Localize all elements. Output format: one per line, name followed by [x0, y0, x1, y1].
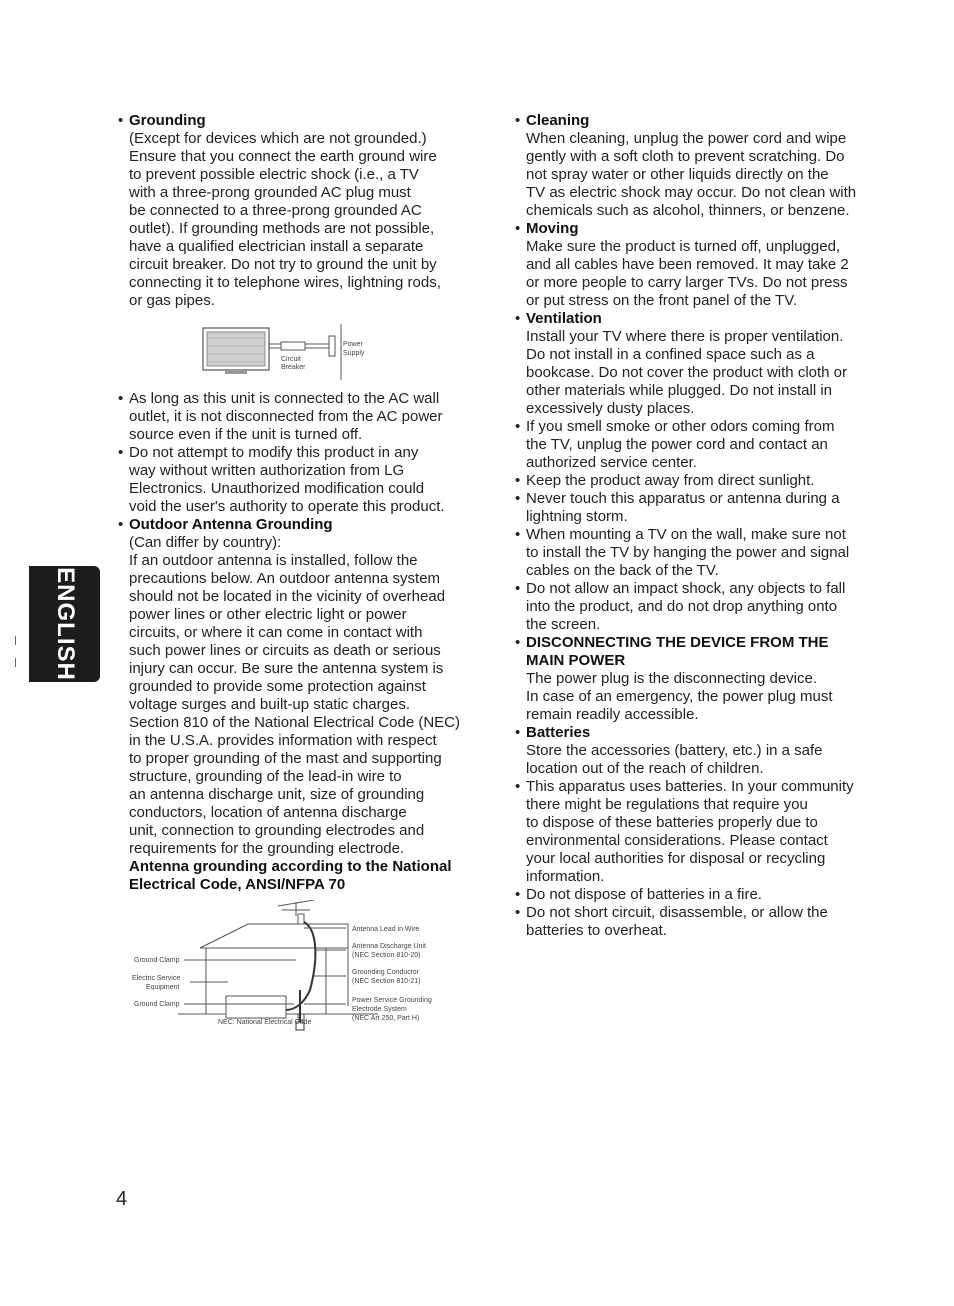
disconnecting-line: remain readily accessible. — [526, 706, 699, 723]
moving-line: Make sure the product is turned off, unplugged, — [526, 238, 841, 255]
label-circuit: Circuit — [281, 356, 301, 363]
bullet-line: Electronics. Unauthorized modification could — [129, 480, 425, 497]
outdoor-antenna-section: • Outdoor Antenna Grounding (Can differ by country): If an outdoor antenna is installed, follow the precautions below. An outdoor antenna system should not be located in the vicinity of overhead power lines or other electric light or power circuits, or where it can come in contact with such power lines or circuits as death or serious injury can occur. Be sure the antenna system is grounded to provide some protection against voltage surges and built-up static charges. Section 810 of the National Electrical Code (NEC) in the U.S.A. provides information with respect to proper grounding of the mast and supporting structure, grounding of the lead-in wire to an antenna discharge unit, size of grounding conductors, location of antenna discharge unit, connection to grounding electrodes and requirements for the grounding electrode. Antenna grounding according to the National Electrical Code, ANSI/NFPA 70 — [118, 516, 463, 894]
cleaning-heading: Cleaning — [526, 112, 590, 129]
bullet-sunlight: • Keep the product away from direct sunlight. — [515, 472, 860, 490]
ventilation-line: bookcase. Do not cover the product with cloth or — [526, 364, 848, 381]
bullet-line: there might be regulations that require you — [526, 796, 808, 813]
label-nec: NEC: National Electrical Code — [218, 1019, 312, 1026]
label-conductor-section: (NEC Section 810-21) — [352, 978, 421, 985]
bullet-line: Never touch this apparatus or antenna during a — [526, 490, 840, 507]
bullet-line: authorized service center. — [526, 454, 697, 471]
tv-grounding-diagram — [129, 324, 379, 380]
cleaning-line: gently with a soft cloth to prevent scratching. Do — [526, 148, 845, 165]
bullet-line: This apparatus uses batteries. In your community — [526, 778, 854, 795]
ventilation-heading: Ventilation — [526, 310, 602, 327]
nec-heading: Electrical Code, ANSI/NFPA 70 — [129, 876, 346, 893]
disconnecting-heading: DISCONNECTING THE DEVICE FROM THE — [526, 634, 829, 651]
label-breaker: Breaker — [281, 364, 306, 371]
label-supply: Supply — [343, 350, 365, 357]
grounding-line: to prevent possible electric shock (i.e., a TV — [129, 166, 419, 183]
grounding-line: be connected to a three-prong grounded AC — [129, 202, 422, 219]
bullet-line: As long as this unit is connected to the AC wall — [129, 390, 440, 407]
bullet-short-circuit: • Do not short circuit, disassemble, or allow the batteries to overheat. — [515, 904, 860, 940]
bullet-line: environmental considerations. Please contact — [526, 832, 828, 849]
grounding-line: with a three-prong grounded AC plug must — [129, 184, 411, 201]
bullet-line: source even if the unit is turned off. — [129, 426, 363, 443]
disconnecting-line: The power plug is the disconnecting device. — [526, 670, 818, 687]
batteries-line: Store the accessories (battery, etc.) in a safe — [526, 742, 823, 759]
outdoor-line: (Can differ by country): — [129, 534, 282, 551]
batteries-heading: Batteries — [526, 724, 591, 741]
ventilation-line: other materials while plugged. Do not install in — [526, 382, 832, 399]
outdoor-line: injury can occur. Be sure the antenna system is — [129, 660, 444, 677]
grounding-line: have a qualified electrician install a separate — [129, 238, 424, 255]
moving-line: or more people to carry larger TVs. Do not press — [526, 274, 848, 291]
label-electrode-system: Electrode System — [352, 1006, 407, 1013]
ventilation-section: • Ventilation Install your TV where there is proper ventilation. Do not install in a confined space such as a bookcase. Do not cover the product with cloth or other materials while plugged. Do not install in excessively dusty places. — [515, 310, 860, 418]
outdoor-line: requirements for the grounding electrode. — [129, 840, 405, 857]
left-column — [118, 112, 463, 1045]
disconnecting-heading: MAIN POWER — [526, 652, 626, 669]
disconnecting-line: In case of an emergency, the power plug must — [526, 688, 833, 705]
label-ground-clamp: Ground Clamp — [134, 957, 180, 964]
outdoor-line: power lines or other electric light or power — [129, 606, 407, 623]
bullet-line: to dispose of these batteries properly due to — [526, 814, 818, 831]
batteries-line: location out of the reach of children. — [526, 760, 764, 777]
outdoor-line: unit, connection to grounding electrodes and — [129, 822, 425, 839]
ventilation-line: Install your TV where there is proper ventilation. — [526, 328, 844, 345]
bullet-line: cables on the back of the TV. — [526, 562, 719, 579]
bullet-line: way without written authorization from LG — [129, 462, 405, 479]
grounding-line: circuit breaker. Do not try to ground the unit by — [129, 256, 437, 273]
bullet-line: Do not attempt to modify this product in any — [129, 444, 419, 461]
cleaning-line: not spray water or other liquids directly on the — [526, 166, 829, 183]
label-power-service: Power Service Grounding — [352, 997, 432, 1004]
language-tab-label: ENGLISH — [51, 567, 79, 681]
ventilation-line: Do not install in a confined space such as a — [526, 346, 815, 363]
cleaning-line: TV as electric shock may occur. Do not clean with — [526, 184, 857, 201]
bullet-modify: • Do not attempt to modify this product in any way without written authorization from LG Electronics. Unauthorized modification could void the user's authority to operate this product. — [118, 444, 463, 516]
outdoor-line: to proper grounding of the mast and supporting — [129, 750, 442, 767]
moving-line: or put stress on the front panel of the TV. — [526, 292, 798, 309]
grounding-line: or gas pipes. — [129, 292, 215, 309]
grounding-line: outlet). If grounding methods are not possible, — [129, 220, 435, 237]
label-electric-service: Electric Service — [132, 975, 181, 982]
grounding-heading: Grounding — [129, 112, 206, 129]
nec-heading: Antenna grounding according to the National — [129, 858, 452, 875]
margin-tick — [15, 658, 16, 667]
bullet-line: to install the TV by hanging the power and signal — [526, 544, 850, 561]
antenna-grounding-figure — [118, 900, 463, 1045]
grounding-line: Ensure that you connect the earth ground wire — [129, 148, 437, 165]
bullet-line: Do not allow an impact shock, any objects to fall — [526, 580, 846, 597]
outdoor-line: conductors, location of antenna discharge — [129, 804, 407, 821]
label-equipment: Equipment — [146, 984, 180, 991]
bullet-line: the screen. — [526, 616, 601, 633]
bullet-impact: • Do not allow an impact shock, any objects to fall into the product, and do not drop anything onto the screen. — [515, 580, 860, 634]
cleaning-line: When cleaning, unplug the power cord and wipe — [526, 130, 847, 147]
grounding-line: connecting it to telephone wires, lightning rods, — [129, 274, 441, 291]
bullet-line: Do not dispose of batteries in a fire. — [526, 886, 762, 903]
moving-heading: Moving — [526, 220, 579, 237]
antenna-grounding-diagram — [118, 900, 463, 1045]
label-power: Power — [343, 341, 363, 348]
grounding-line: (Except for devices which are not grounded.) — [129, 130, 427, 147]
label-grounding-conductor: Grounding Conductor — [352, 969, 419, 976]
bullet-line: information. — [526, 868, 605, 885]
tv-grounding-figure — [129, 324, 463, 380]
disconnecting-section: • DISCONNECTING THE DEVICE FROM THE MAIN POWER The power plug is the disconnecting device. In case of an emergency, the power plug must remain readily accessible. — [515, 634, 860, 724]
outdoor-line: precautions below. An outdoor antenna system — [129, 570, 441, 587]
bullet-line: into the product, and do not drop anything onto — [526, 598, 838, 615]
moving-line: and all cables have been removed. It may take 2 — [526, 256, 849, 273]
label-discharge-section: (NEC Section 810-20) — [352, 952, 421, 959]
batteries-section: • Batteries Store the accessories (battery, etc.) in a safe location out of the reach of children. — [515, 724, 860, 778]
outdoor-line: If an outdoor antenna is installed, follow the — [129, 552, 418, 569]
moving-section: • Moving Make sure the product is turned off, unplugged, and all cables have been removed. It may take 2 or more people to carry larger TVs. Do not press or put stress on the front panel of the TV. — [515, 220, 860, 310]
bullet-ac-power: • As long as this unit is connected to the AC wall outlet, it is not disconnected from the AC power source even if the unit is turned off. — [118, 390, 463, 444]
label-lead-in-wire: Antenna Lead in Wire — [352, 926, 420, 933]
outdoor-line: Section 810 of the National Electrical Code (NEC) — [129, 714, 460, 731]
cleaning-section: • Cleaning When cleaning, unplug the power cord and wipe gently with a soft cloth to prevent scratching. Do not spray water or other liquids directly on the TV as electric shock may occur. Do not clean with chemicals such as alcohol, thinners, or benzene. — [515, 112, 860, 220]
outdoor-line: circuits, or where it can come in contact with — [129, 624, 423, 641]
outdoor-line: an antenna discharge unit, size of grounding — [129, 786, 425, 803]
bullet-line: void the user's authority to operate this product. — [129, 498, 445, 515]
page-number: 4 — [116, 1188, 128, 1210]
outdoor-line: grounded to provide some protection against — [129, 678, 426, 695]
bullet-line: If you smell smoke or other odors coming from — [526, 418, 835, 435]
bullet-line: batteries to overheat. — [526, 922, 667, 939]
bullet-wall-mount: • When mounting a TV on the wall, make sure not to install the TV by hanging the power and signal cables on the back of the TV. — [515, 526, 860, 580]
outdoor-line: voltage surges and built-up static charges. — [129, 696, 410, 713]
bullet-line: your local authorities for disposal or recycling — [526, 850, 826, 867]
bullet-smoke: • If you smell smoke or other odors coming from the TV, unplug the power cord and contact an authorized service center. — [515, 418, 860, 472]
outdoor-antenna-heading: Outdoor Antenna Grounding — [129, 516, 333, 533]
cleaning-line: chemicals such as alcohol, thinners, or benzene. — [526, 202, 850, 219]
label-discharge-unit: Antenna Discharge Unit — [352, 943, 426, 950]
outdoor-line: in the U.S.A. provides information with respect — [129, 732, 437, 749]
grounding-section: • Grounding (Except for devices which are not grounded.) Ensure that you connect the earth ground wire to prevent possible electric shock (i.e., a TV with a three-prong grounded AC plug must be connected to a three-prong grounded AC outlet). If grounding methods are not possible, have a qualified electrician install a separate circuit breaker. Do not try to ground the unit by connecting it to telephone wires, lightning rods, or gas pipes. — [118, 112, 463, 310]
label-ground-clamp: Ground Clamp — [134, 1001, 180, 1008]
bullet-fire: • Do not dispose of batteries in a fire. — [515, 886, 860, 904]
right-column — [515, 112, 860, 940]
outdoor-line: such power lines or circuits as death or serious — [129, 642, 441, 659]
bullet-line: Keep the product away from direct sunlight. — [526, 472, 815, 489]
outdoor-line: structure, grounding of the lead-in wire to — [129, 768, 402, 785]
margin-tick — [15, 636, 16, 645]
bullet-line: outlet, it is not disconnected from the AC power — [129, 408, 443, 425]
bullet-community: • This apparatus uses batteries. In your community there might be regulations that require you to dispose of these batteries properly due to environmental considerations. Please contact your local authorities for disposal or recycling information. — [515, 778, 860, 886]
outdoor-line: should not be located in the vicinity of overhead — [129, 588, 446, 605]
bullet-line: the TV, unplug the power cord and contact an — [526, 436, 828, 453]
bullet-lightning: • Never touch this apparatus or antenna during a lightning storm. — [515, 490, 860, 526]
ventilation-line: excessively dusty places. — [526, 400, 695, 417]
bullet-line: When mounting a TV on the wall, make sure not — [526, 526, 846, 543]
label-nec-art: (NEC Art 250, Part H) — [352, 1015, 420, 1022]
bullet-line: Do not short circuit, disassemble, or allow the — [526, 904, 828, 921]
language-tab — [29, 566, 100, 682]
bullet-line: lightning storm. — [526, 508, 628, 525]
